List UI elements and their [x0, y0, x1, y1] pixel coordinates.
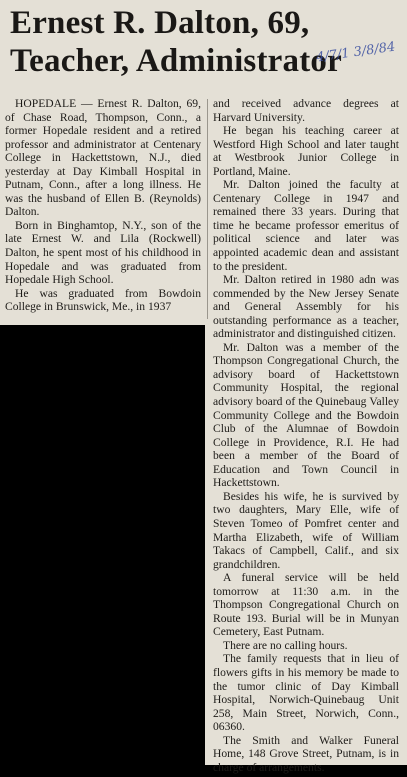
left-column	[5, 97, 201, 314]
paragraph: The Smith and Walker Funeral Home, 148 Grove Street, Putnam, is in charge of arrangements.	[213, 733, 399, 774]
headline-line-1: Ernest R. Dalton, 69,	[10, 5, 310, 41]
paragraph: HOPEDALE — Ernest R. Dalton, 69, of Chase Road, Thompson, Conn., a former Hopedale resident and a retired professor and administrator at Centenary College in Hackettstown, N.J., died yesterday at Day Kimball Hospital in Putnam, Conn., after a long illness. He was the husband of Ellen B. (Reynolds) Dalton.	[5, 97, 201, 219]
paragraph: and received advance degrees at Harvard University.	[213, 97, 399, 124]
paragraph: Mr. Dalton retired in 1980 adn was commended by the New Jersey Senate and General Assembly for his outstanding performance as a teacher, administrator and distinguished citizen.	[213, 273, 399, 341]
paragraph: Mr. Dalton joined the faculty at Centenary College in 1947 and remained there 33 years. During that time he became professor emeritus of political science and later was appointed academic dean and assistant to the president.	[213, 178, 399, 273]
headline-line-2: Teacher, Administrator	[10, 43, 342, 79]
paragraph: Mr. Dalton was a member of the Thompson Congregational Church, the advisory board of Hackettstown Community Hospital, the regional advisory board of the Quinebaug Valley Community College and the Bowdoin Club of the Alumnae of Bowdoin College in Providence, R.I. He had been a member of the Board of Education and Town Council in Hackettstown.	[213, 340, 399, 490]
paragraph: Besides his wife, he is survived by two daughters, Mary Elle, wife of Steven Tomeo of Pomfret center and Martha Elizabeth, wife of William Takacs of Campbell, Calif., and six grandchildren.	[213, 489, 399, 571]
paragraph: Born in Binghamtop, N.Y., son of the late Ernest W. and Lila (Rockwell) Dalton, he spent most of his childhood in Hopedale and was graduated from Hopedale High School.	[5, 218, 201, 287]
paragraph: He was graduated from Bowdoin College in Brunswick, Me., in 1937	[5, 286, 201, 314]
paragraph: The family requests that in lieu of flowers gifts in his memory be made to the tumor clinic of Day Kimball Hospital, Norwich-Quinebaug Unit 258, Main Street, Norwich, Conn., 06360.	[213, 652, 399, 734]
headline	[10, 4, 402, 80]
handwritten-date-note: 4/7/1 3/8/84	[315, 39, 397, 66]
paragraph: A funeral service will be held tomorrow at 11:30 a.m. in the Thompson Congregational Church on Route 193. Burial will be in Munyan Cemetery, East Putnam.	[213, 571, 399, 639]
paragraph: There are no calling hours.	[223, 638, 348, 652]
column-divider	[207, 99, 208, 319]
right-column	[213, 97, 399, 774]
paragraph: He began his teaching career at Westford High School and later taught at Westbrook Junior College in Portland, Maine.	[213, 124, 399, 178]
